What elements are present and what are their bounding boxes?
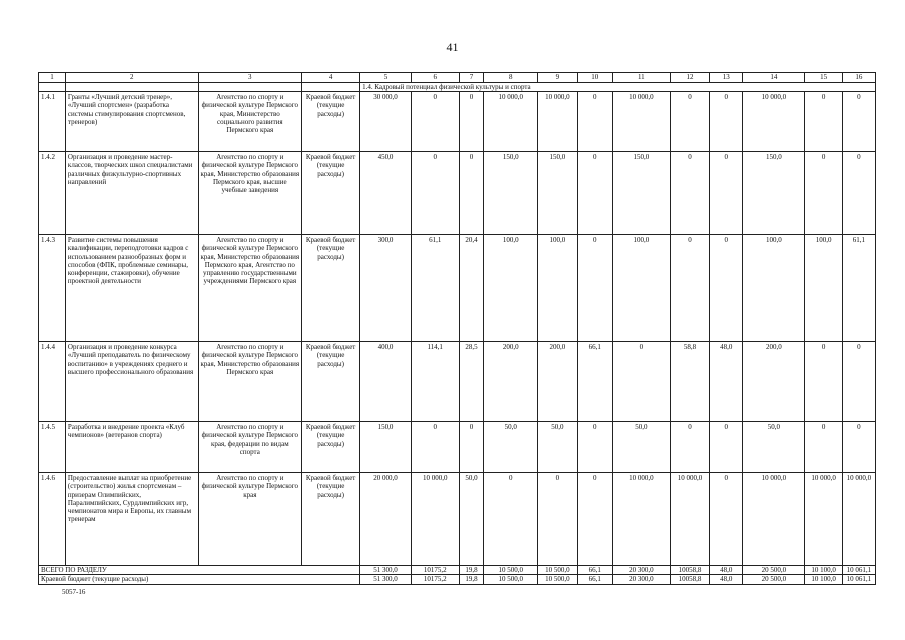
activity-name: Организация и проведение конкурса «Лучший преподаватель по физическому воспитанию» в учреждениях среднего и высшего профессионального образования: [65, 342, 198, 422]
executor: Агентство по спорту и физической культуре Пермского края: [198, 473, 302, 566]
value-col-14: 10 000,0: [743, 473, 805, 566]
section-row: [39, 83, 876, 92]
total-value-col-12: 10058,8: [670, 566, 709, 575]
total-value-col-6: 10175,2: [411, 566, 459, 575]
value-col-8: 10 000,0: [484, 92, 538, 152]
table-body: [39, 73, 876, 585]
value-col-13: 48,0: [710, 342, 743, 422]
table-row: [39, 92, 876, 152]
value-col-14: 50,0: [743, 422, 805, 473]
value-col-5: 400,0: [360, 342, 412, 422]
total-value-col-8: 10 500,0: [484, 575, 538, 584]
total-value-col-15: 10 100,0: [805, 575, 842, 584]
column-number-4: 4: [302, 73, 360, 83]
total-value-col-9: 10 500,0: [538, 566, 577, 575]
value-col-16: 0: [842, 152, 875, 235]
executor: Агентство по спорту и физической культуре Пермского края, Министерство образования Пермского края: [198, 342, 302, 422]
total-row: [39, 575, 876, 584]
table-row: [39, 422, 876, 473]
value-col-16: 10 000,0: [842, 473, 875, 566]
value-col-5: 300,0: [360, 235, 412, 342]
value-col-10: 66,1: [577, 342, 612, 422]
funding-source: Краевой бюджет (текущие расходы): [302, 92, 360, 152]
value-col-13: 0: [710, 473, 743, 566]
total-value-col-15: 10 100,0: [805, 566, 842, 575]
row-code: 1.4.5: [39, 422, 66, 473]
value-col-15: 0: [805, 342, 842, 422]
section-spacer: [39, 83, 66, 92]
row-code: 1.4.4: [39, 342, 66, 422]
value-col-10: 0: [577, 473, 612, 566]
value-col-9: 0: [538, 473, 577, 566]
total-value-col-5: 51 300,0: [360, 566, 412, 575]
total-value-col-14: 20 500,0: [743, 575, 805, 584]
activity-name: Организация и проведение мастер-классов, творческих школ специалистами различных физкультурно-спортивных направлений: [65, 152, 198, 235]
value-col-14: 10 000,0: [743, 92, 805, 152]
value-col-6: 0: [411, 152, 459, 235]
funding-source: Краевой бюджет (текущие расходы): [302, 152, 360, 235]
row-code: 1.4.3: [39, 235, 66, 342]
total-value-col-8: 10 500,0: [484, 566, 538, 575]
funding-source: Краевой бюджет (текущие расходы): [302, 235, 360, 342]
page-number: 41: [446, 40, 459, 54]
section-spacer: [198, 83, 302, 92]
column-number-9: 9: [538, 73, 577, 83]
total-value-col-5: 51 300,0: [360, 575, 412, 584]
table-row: [39, 152, 876, 235]
value-col-6: 61,1: [411, 235, 459, 342]
value-col-10: 0: [577, 235, 612, 342]
value-col-8: 50,0: [484, 422, 538, 473]
column-number-15: 15: [805, 73, 842, 83]
column-number-16: 16: [842, 73, 875, 83]
column-number-14: 14: [743, 73, 805, 83]
value-col-7: 20,4: [459, 235, 484, 342]
column-number-12: 12: [670, 73, 709, 83]
value-col-12: 58,8: [670, 342, 709, 422]
row-code: 1.4.1: [39, 92, 66, 152]
value-col-15: 0: [805, 92, 842, 152]
section-title: 1.4. Кадровый потенциал физической культуры и спорта: [360, 83, 876, 92]
column-number-5: 5: [360, 73, 412, 83]
column-number-row: [39, 73, 876, 83]
total-value-col-11: 20 300,0: [612, 566, 670, 575]
table-row: [39, 342, 876, 422]
total-label: Краевой бюджет (текущие расходы): [39, 575, 360, 584]
column-number-11: 11: [612, 73, 670, 83]
value-col-9: 100,0: [538, 235, 577, 342]
column-number-3: 3: [198, 73, 302, 83]
value-col-14: 100,0: [743, 235, 805, 342]
total-value-col-16: 10 061,1: [842, 566, 875, 575]
value-col-16: 0: [842, 342, 875, 422]
value-col-6: 0: [411, 422, 459, 473]
value-col-6: 0: [411, 92, 459, 152]
value-col-13: 0: [710, 152, 743, 235]
value-col-9: 150,0: [538, 152, 577, 235]
funding-source: Краевой бюджет (текущие расходы): [302, 342, 360, 422]
value-col-9: 200,0: [538, 342, 577, 422]
activity-name: Разработка и внедрение проекта «Клуб чемпионов» (ветеранов спорта): [65, 422, 198, 473]
section-spacer: [302, 83, 360, 92]
total-value-col-7: 19,8: [459, 566, 484, 575]
value-col-11: 100,0: [612, 235, 670, 342]
section-spacer: [65, 83, 198, 92]
table-row: [39, 235, 876, 342]
value-col-11: 50,0: [612, 422, 670, 473]
activity-name: Предоставление выплат на приобретение (строительство) жилья спортсменам – призерам Олимпийских, Паралимпийских, Сурдлимпийских игр, чемпионатов мира и Европы, их главным тренерам: [65, 473, 198, 566]
activity-name: Развитие системы повышения квалификации, переподготовки кадров с использованием разнообразных форм и способов (ФПК, проблемные семинары, конференции, стажировки), обучение проектной деятельности: [65, 235, 198, 342]
value-col-14: 150,0: [743, 152, 805, 235]
value-col-8: 200,0: [484, 342, 538, 422]
total-row: [39, 566, 876, 575]
value-col-11: 0: [612, 342, 670, 422]
funding-source: Краевой бюджет (текущие расходы): [302, 473, 360, 566]
value-col-7: 50,0: [459, 473, 484, 566]
value-col-12: 0: [670, 92, 709, 152]
value-col-5: 150,0: [360, 422, 412, 473]
total-value-col-14: 20 500,0: [743, 566, 805, 575]
column-number-7: 7: [459, 73, 484, 83]
total-value-col-10: 66,1: [577, 575, 612, 584]
value-col-8: 0: [484, 473, 538, 566]
value-col-16: 61,1: [842, 235, 875, 342]
value-col-11: 10 000,0: [612, 92, 670, 152]
value-col-12: 0: [670, 152, 709, 235]
value-col-7: 0: [459, 92, 484, 152]
value-col-5: 30 000,0: [360, 92, 412, 152]
program-table: [38, 72, 876, 585]
table-row: [39, 473, 876, 566]
value-col-16: 0: [842, 92, 875, 152]
total-value-col-12: 10058,8: [670, 575, 709, 584]
value-col-10: 0: [577, 152, 612, 235]
column-number-6: 6: [411, 73, 459, 83]
total-value-col-16: 10 061,1: [842, 575, 875, 584]
value-col-12: 0: [670, 422, 709, 473]
value-col-10: 0: [577, 422, 612, 473]
executor: Агентство по спорту и физической культуре Пермского края, Министерство образования Пермского края, высшие учебные заведения: [198, 152, 302, 235]
value-col-16: 0: [842, 422, 875, 473]
value-col-15: 0: [805, 152, 842, 235]
row-code: 1.4.2: [39, 152, 66, 235]
value-col-12: 10 000,0: [670, 473, 709, 566]
executor: Агентство по спорту и физической культуре Пермского края, Министерство социального развития Пермского края: [198, 92, 302, 152]
executor: Агентство по спорту и физической культуре Пермского края, Министерство образования Пермского края, Агентство по управлению государственными учреждениями Пермского края: [198, 235, 302, 342]
value-col-13: 0: [710, 422, 743, 473]
total-value-col-7: 19,8: [459, 575, 484, 584]
value-col-8: 100,0: [484, 235, 538, 342]
funding-source: Краевой бюджет (текущие расходы): [302, 422, 360, 473]
row-code: 1.4.6: [39, 473, 66, 566]
value-col-14: 200,0: [743, 342, 805, 422]
value-col-6: 114,1: [411, 342, 459, 422]
executor: Агентство по спорту и физической культуре Пермского края, федерации по видам спорта: [198, 422, 302, 473]
value-col-13: 0: [710, 92, 743, 152]
value-col-6: 10 000,0: [411, 473, 459, 566]
value-col-11: 10 000,0: [612, 473, 670, 566]
value-col-5: 20 000,0: [360, 473, 412, 566]
value-col-5: 450,0: [360, 152, 412, 235]
value-col-8: 150,0: [484, 152, 538, 235]
column-number-10: 10: [577, 73, 612, 83]
value-col-7: 28,5: [459, 342, 484, 422]
column-number-13: 13: [710, 73, 743, 83]
total-value-col-6: 10175,2: [411, 575, 459, 584]
value-col-9: 50,0: [538, 422, 577, 473]
value-col-9: 10 000,0: [538, 92, 577, 152]
total-label: ВСЕГО ПО РАЗДЕЛУ: [39, 566, 360, 575]
column-number-2: 2: [65, 73, 198, 83]
value-col-13: 0: [710, 235, 743, 342]
value-col-11: 150,0: [612, 152, 670, 235]
total-value-col-10: 66,1: [577, 566, 612, 575]
total-value-col-9: 10 500,0: [538, 575, 577, 584]
total-value-col-13: 48,0: [710, 575, 743, 584]
value-col-15: 0: [805, 422, 842, 473]
value-col-15: 10 000,0: [805, 473, 842, 566]
column-number-8: 8: [484, 73, 538, 83]
value-col-7: 0: [459, 422, 484, 473]
document-code: 5057-16: [62, 588, 86, 596]
value-col-7: 0: [459, 152, 484, 235]
value-col-10: 0: [577, 92, 612, 152]
value-col-12: 0: [670, 235, 709, 342]
value-col-15: 100,0: [805, 235, 842, 342]
activity-name: Гранты «Лучший детский тренер», «Лучший спортсмен» (разработка системы стимулирования спортсменов, тренеров): [65, 92, 198, 152]
total-value-col-11: 20 300,0: [612, 575, 670, 584]
column-number-1: 1: [39, 73, 66, 83]
total-value-col-13: 48,0: [710, 566, 743, 575]
